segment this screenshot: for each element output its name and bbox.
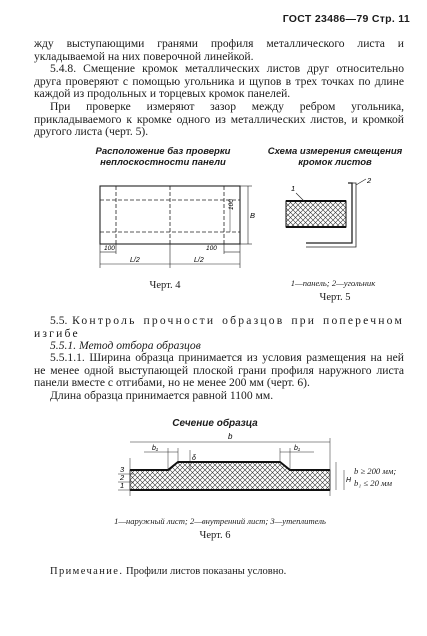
fig5-callout-2: 2 (367, 176, 372, 185)
fig4-dim-l2-left: L/2 (130, 257, 140, 264)
fig4-drawing (80, 170, 260, 275)
fig6-callout-1: 1 (120, 481, 125, 490)
fig4-dim-100-right: 100 (206, 245, 217, 252)
fig6-dim-b: b (228, 432, 233, 441)
section-5-5-1: 5.5.1. Метод отбора образцов (50, 339, 201, 352)
note (50, 566, 410, 577)
fig4-dim-l2-right: L/2 (194, 257, 204, 264)
fig6-condition-b: b ≥ 200 мм; (354, 466, 397, 476)
paragraph-check: При проверке измеряют зазор между ребром угольника, прикладываемого к кромке одного из металлических листов, и кромкой другого листа (черт. 5). (34, 100, 404, 139)
fig4-caption: Расположение баз проверки неплоскостности панели (95, 146, 231, 168)
fig5-drawing (278, 175, 388, 275)
paragraph-length: Длина образца принимается равной 1100 мм. (50, 389, 274, 402)
fig4-label: Черт. 4 (149, 280, 181, 291)
fig6-dim-b1-right: b₁ (294, 445, 301, 452)
fig5-panel (286, 201, 346, 227)
fig5-callout-1: 1 (291, 184, 296, 193)
fig6-condition-b1: b₁ ≤ 20 мм (354, 478, 393, 488)
fig6-dim-delta: δ (192, 455, 196, 462)
section-5-5-heading (34, 315, 404, 340)
page-header: ГОСТ 23486—79 Стр. 11 (282, 13, 410, 25)
fig6-dim-h: H (346, 477, 352, 484)
fig4-dim-b: B (250, 211, 256, 220)
fig6-dim-b1-left: b₁ (152, 445, 159, 452)
fig6-caption: Сечение образца (172, 418, 258, 429)
fig5-label: Черт. 5 (319, 292, 351, 303)
fig6-insulation (130, 462, 330, 490)
fig5-caption: Схема измерения смещения кромок листов (267, 146, 403, 168)
fig6-callout-3: 3 (120, 465, 125, 474)
fig6-callout-2: 2 (120, 473, 125, 482)
paragraph-continuation: жду выступающими гранями профиля металлического листа и укладываемой на них поверочной линейкой. (34, 37, 404, 63)
fig5-legend: 1—панель; 2—угольник (290, 278, 376, 288)
section-5-5-title: Контроль прочности образцов при поперечном изгибе (34, 314, 404, 340)
fig6-label: Черт. 6 (199, 530, 231, 541)
paragraph-5-5-1-1: 5.5.1.1. Ширина образца принимается из условия размещения на ней не менее одной выступающей плоской грани профиля наружного листа панели вместе с отгибами, но не менее 200 мм (черт. 6). (34, 351, 404, 390)
fig4-dim-100-side: 100 (228, 199, 235, 210)
fig6-legend: 1—наружный лист; 2—внутренний лист; 3—утеплитель (114, 516, 326, 526)
paragraph-5-4-8: 5.4.8. Смещение кромок металлических листов друг относительно друга проверяют с помощью угольника и щупов в трех точках по длине каждой из продольных и торцевых кромок панелей. (34, 62, 404, 101)
section-5-5-number: 5.5. (50, 314, 68, 327)
fig4-dim-100-left: 100 (104, 245, 115, 252)
fig6-drawing (110, 430, 380, 510)
note-text: Профили листов показаны условно. (126, 566, 287, 577)
note-label: Примечание. (50, 566, 124, 577)
